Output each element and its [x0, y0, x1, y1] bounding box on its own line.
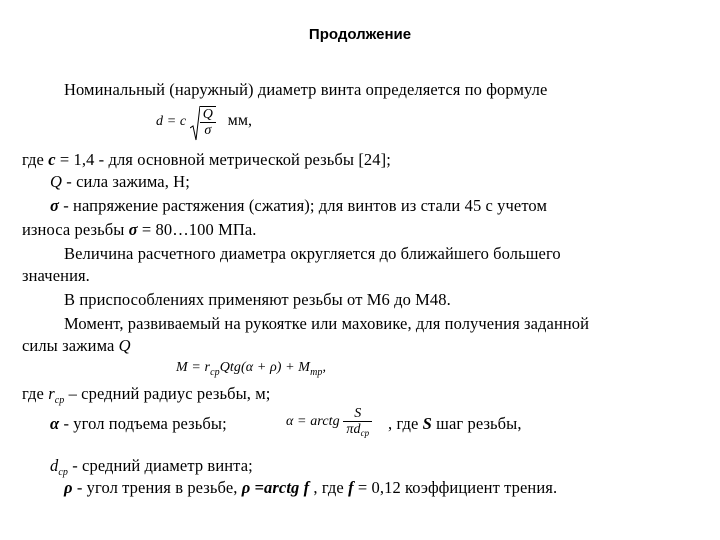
symbol-c: c [48, 150, 56, 169]
text-line-9: Момент, развиваемый на рукоятке или маховике, для получения заданной [64, 314, 590, 333]
subscript-tr: тр [310, 367, 323, 378]
symbol-rho: ρ [64, 478, 73, 497]
sqrt-sign [190, 106, 216, 138]
text-wear: износа резьбы [22, 220, 129, 239]
text-f-value: = 0,12 коэффициент трения. [353, 478, 558, 497]
symbol-sigma: σ [50, 196, 59, 215]
formula-diameter [156, 106, 252, 138]
text-alpha-description: - угол подъема резьбы; [59, 414, 227, 433]
text-where: где [22, 150, 44, 169]
text-where-4: , где [309, 478, 349, 497]
text-line-3 [50, 172, 190, 192]
symbol-q: Q [50, 172, 63, 191]
formula-alpha-lhs: α = arctg [286, 414, 340, 430]
fraction-pid-denominator [343, 421, 372, 438]
symbol-sigma-2: σ [128, 220, 138, 239]
symbol-f: f [348, 478, 354, 497]
text-d-description: - средний диаметр винта; [68, 456, 253, 475]
text-line-8: В приспособлениях применяют резьбы от М6 до М48. [64, 290, 451, 309]
symbol-s: S [422, 414, 432, 433]
unit-label: мм, [227, 112, 253, 130]
formula-moment [176, 358, 326, 379]
subscript-sr-2: ср [54, 395, 65, 406]
text-line-12-right [388, 414, 522, 434]
symbol-d: d [353, 422, 361, 437]
subscript-sr-3: ср [360, 428, 370, 438]
text-line-1: Номинальный (наружный) диаметр винта определяется по формуле [64, 80, 548, 99]
text-c-description: = 1,4 - для основной метрической резьбы [24]; [59, 150, 391, 169]
fraction-s-numerator: S [354, 406, 362, 421]
text-line-12 [50, 414, 227, 434]
formula-rho: ρ =arctg f [241, 478, 310, 497]
subscript-sr: ср [210, 367, 220, 378]
fraction-numerator: Q [202, 107, 213, 122]
symbol-d-2: d [50, 456, 59, 475]
formula-alpha [286, 406, 372, 438]
symbol-m: M [176, 360, 188, 375]
text-line-4 [50, 196, 547, 216]
formula-comma: , [322, 360, 327, 375]
subscript-sr-4: ср [58, 467, 68, 478]
text-where-3: , где [388, 414, 423, 433]
text-line-13 [50, 456, 253, 479]
text-line-7: значения. [22, 266, 90, 285]
text-sigma-description: - напряжение растяжения (сжатия); для винтов из стали 45 с учетом [59, 196, 548, 215]
symbol-q-2: Q [118, 336, 131, 355]
text-where-2: где [22, 384, 49, 403]
text-line-14 [64, 478, 557, 498]
text-rho-description: - угол трения в резьбе, [72, 478, 242, 497]
symbol-r: r [48, 384, 55, 403]
symbol-alpha: α [50, 414, 60, 433]
fraction-denominator: σ [200, 122, 216, 138]
formula-eq: = r [187, 360, 211, 375]
formula-lhs: d = c [156, 114, 187, 130]
text-sigma-value: = 80…100 МПа. [137, 220, 257, 239]
text-s-description: шаг резьбы, [431, 414, 522, 433]
fraction-s-pid [343, 406, 372, 438]
text-line-11 [22, 384, 270, 407]
text-line-5 [22, 220, 257, 240]
text-line-6: Величина расчетного диаметра округляется до ближайшего большего [64, 244, 561, 263]
formula-rest: Qtg(α + ρ) + M [219, 360, 311, 375]
text-line-2 [22, 150, 391, 170]
text-clamp-force: силы зажима [22, 336, 119, 355]
page-title: Продолжение [308, 26, 412, 43]
fraction-q-sigma [200, 107, 216, 138]
text-line-10 [22, 336, 131, 356]
text-r-description: – средний радиус резьбы, м; [64, 384, 271, 403]
text-q-description: - сила зажима, Н; [62, 172, 190, 191]
symbol-pi: π [346, 422, 354, 437]
